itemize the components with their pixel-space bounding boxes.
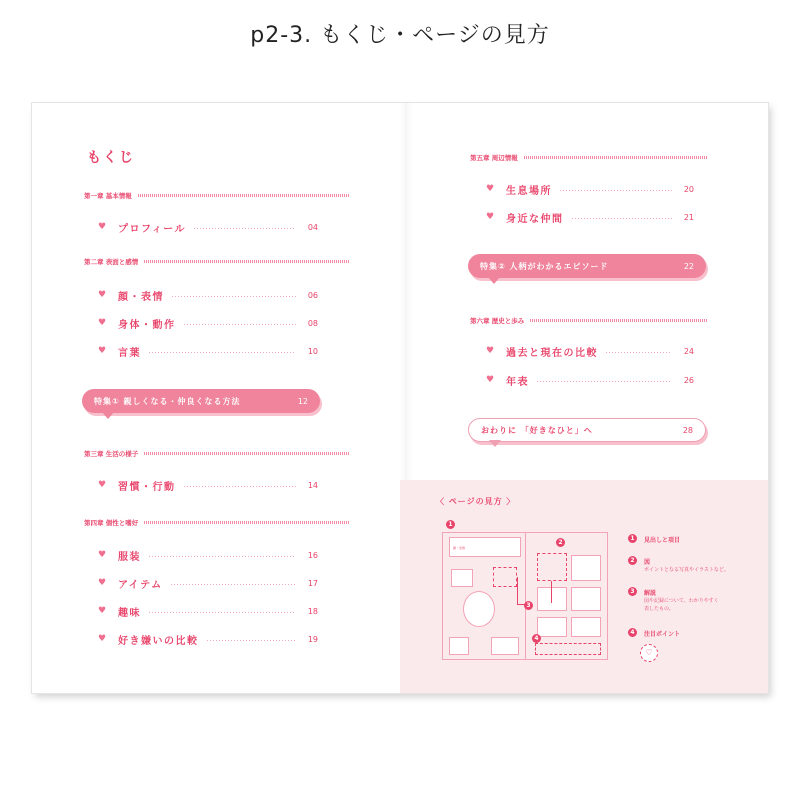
- heart-icon: ♥: [98, 346, 107, 356]
- chapter-label: 第二章 表面と感情: [84, 257, 139, 266]
- legend-number: 4: [628, 628, 637, 637]
- toc-entry[interactable]: [98, 287, 318, 303]
- legend-number: 1: [628, 534, 637, 543]
- chapter-2-header: [84, 255, 350, 267]
- toc-heading: もくじ: [87, 150, 135, 166]
- entry-leader: [184, 486, 297, 487]
- legend-desc: 図や記録について、わかりやすく: [644, 598, 719, 604]
- special-feature-2-banner[interactable]: [468, 254, 706, 278]
- chapter-label: 第一章 基本情報: [84, 191, 132, 200]
- entry-label: 生息場所: [506, 185, 552, 197]
- toc-entry[interactable]: [98, 631, 318, 647]
- chapter-rule: [144, 521, 350, 524]
- entry-label: 好き嫌いの比較: [118, 635, 199, 647]
- legend-label: 注目ポイント: [644, 631, 681, 638]
- page-guide-panel: [400, 480, 768, 693]
- mini-figure-box: [537, 617, 567, 637]
- chapter-1-header: [84, 189, 350, 201]
- entry-label: アイテム: [118, 579, 163, 591]
- toc-entry[interactable]: [98, 219, 318, 235]
- legend-label: 見出しと項目: [644, 537, 681, 544]
- entry-leader: [606, 352, 672, 353]
- entry-leader: [572, 218, 673, 219]
- chapter-rule: [138, 194, 350, 197]
- heart-icon: ♥: [486, 184, 495, 194]
- mini-figure-box: [449, 637, 469, 655]
- chapter-label: 第六章 歴史と歩み: [470, 316, 525, 325]
- book-spread: [32, 103, 768, 693]
- entry-label: 過去と現在の比較: [506, 347, 598, 359]
- heart-icon: ♥: [98, 318, 107, 328]
- entry-page: 19: [307, 634, 318, 644]
- legend-label: 図: [644, 559, 651, 566]
- entry-label: プロフィール: [118, 223, 186, 235]
- ending-banner[interactable]: [468, 418, 706, 442]
- mini-highlight-box: [535, 643, 601, 655]
- entry-leader: [149, 556, 296, 557]
- chapter-rule: [144, 260, 350, 263]
- toc-entry[interactable]: [98, 477, 318, 493]
- entry-leader: [560, 190, 672, 191]
- heart-icon: ♥: [98, 634, 107, 644]
- entry-label: 顔・表情: [118, 291, 164, 303]
- chapter-label: 第四章 個性と嗜好: [84, 518, 139, 527]
- banner-page: 12: [297, 396, 308, 406]
- toc-entry[interactable]: [98, 603, 318, 619]
- mini-heading-text: 顔・表情: [453, 546, 466, 550]
- mini-figure-box: [571, 617, 601, 637]
- heart-icon: ♥: [98, 606, 107, 616]
- chapter-rule: [524, 156, 708, 159]
- entry-label: 習慣・行動: [118, 481, 176, 493]
- mini-page-diagram: [442, 532, 608, 660]
- guide-number-4: 4: [532, 634, 541, 643]
- chapter-rule: [530, 319, 708, 322]
- guide-number-1: 1: [446, 520, 455, 529]
- mini-highlight-box: [493, 567, 517, 587]
- heart-icon: ♥: [486, 375, 495, 385]
- legend-number: 2: [628, 556, 637, 565]
- entry-page: 08: [307, 318, 318, 328]
- heart-icon: ♥: [98, 222, 107, 232]
- entry-label: 身体・動作: [118, 319, 176, 331]
- toc-entry[interactable]: [486, 343, 694, 359]
- toc-entry[interactable]: [98, 575, 318, 591]
- legend-desc: ポイントとなる写真やイラストなど。: [644, 567, 729, 573]
- entry-page: 16: [307, 550, 318, 560]
- mini-figure-box: [571, 555, 601, 581]
- heart-outline-icon: ♡: [640, 644, 658, 662]
- entry-leader: [537, 381, 672, 382]
- chapter-3-header: [84, 447, 350, 459]
- entry-leader: [184, 324, 297, 325]
- mini-leader-line: [551, 581, 552, 603]
- heart-icon: ♥: [98, 550, 107, 560]
- legend-item-3: [628, 587, 719, 613]
- entry-page: 24: [683, 346, 694, 356]
- entry-page: 04: [307, 222, 318, 232]
- entry-page: 18: [307, 606, 318, 616]
- mini-page-divider: [525, 533, 526, 659]
- banner-tail: [488, 277, 500, 284]
- entry-page: 26: [683, 375, 694, 385]
- entry-leader: [172, 296, 296, 297]
- entry-label: 趣味: [118, 607, 141, 619]
- chapter-4-header: [84, 516, 350, 528]
- entry-label: 年表: [506, 376, 529, 388]
- guide-number-3: 3: [524, 601, 533, 610]
- heart-icon: ♥: [98, 480, 107, 490]
- entry-leader: [149, 352, 296, 353]
- entry-page: 17: [307, 578, 318, 588]
- toc-entry[interactable]: [486, 372, 694, 388]
- special-feature-1-banner[interactable]: [82, 389, 320, 413]
- banner-page: 22: [683, 261, 694, 271]
- toc-entry[interactable]: [98, 343, 318, 359]
- banner-label: 特集② 人柄がわかるエピソード: [480, 261, 609, 271]
- banner-tail: [102, 412, 114, 419]
- mini-circle-figure: [463, 591, 495, 627]
- toc-entry[interactable]: [486, 209, 694, 225]
- page-title: p2-3. もくじ・ページの見方: [250, 23, 550, 48]
- chapter-6-header: [470, 314, 708, 326]
- entry-leader: [171, 584, 296, 585]
- chapter-5-header: [470, 151, 708, 163]
- banner-page: 28: [682, 425, 693, 435]
- entry-page: 06: [307, 290, 318, 300]
- heart-icon: ♥: [98, 290, 107, 300]
- legend-label: 解説: [644, 590, 657, 597]
- guide-title: 〈 ページの見方 〉: [436, 497, 516, 506]
- heart-icon: ♥: [98, 578, 107, 588]
- banner-label: 特集① 親しくなる・仲良くなる方法: [94, 396, 241, 406]
- mini-figure-box: [571, 587, 601, 611]
- toc-entry[interactable]: [98, 315, 318, 331]
- heart-icon: ♥: [486, 212, 495, 222]
- toc-entry[interactable]: [486, 181, 694, 197]
- legend-number: 3: [628, 587, 637, 596]
- heart-icon: ♥: [486, 346, 495, 356]
- entry-label: 服装: [118, 551, 141, 563]
- banner-label: おわりに 「好きなひと」へ: [481, 425, 593, 435]
- entry-leader: [194, 228, 296, 229]
- chapter-label: 第三章 生活の様子: [84, 449, 139, 458]
- mini-figure-box: [491, 637, 519, 655]
- mini-figure-box: [451, 569, 473, 587]
- chapter-rule: [144, 452, 350, 455]
- entry-page: 10: [307, 346, 318, 356]
- entry-label: 言葉: [118, 347, 141, 359]
- entry-page: 21: [683, 212, 694, 222]
- toc-entry[interactable]: [98, 547, 318, 563]
- chapter-label: 第五章 周辺情報: [470, 153, 518, 162]
- mini-figure-box: [537, 587, 567, 611]
- entry-label: 身近な仲間: [506, 213, 564, 225]
- entry-page: 20: [683, 184, 694, 194]
- mini-leader-line: [517, 577, 518, 605]
- entry-page: 14: [307, 480, 318, 490]
- guide-number-2: 2: [556, 538, 565, 547]
- legend-desc: 表したもの。: [644, 606, 674, 612]
- legend-item-2: [628, 556, 729, 574]
- mini-highlight-box: [537, 553, 567, 581]
- entry-leader: [149, 612, 296, 613]
- banner-tail: [489, 440, 501, 447]
- entry-leader: [207, 640, 297, 641]
